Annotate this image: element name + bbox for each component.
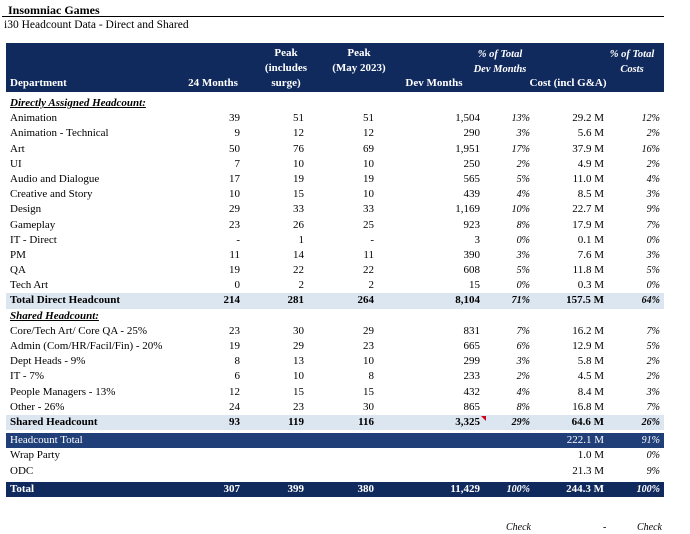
- cell-pdev: 71%: [511, 295, 530, 307]
- row-label: Animation: [10, 112, 58, 125]
- cell-may: 29: [363, 324, 374, 337]
- cell-pcost: 3%: [646, 386, 660, 398]
- cell-dev: 290: [463, 127, 480, 140]
- cell-cost: 12.9 M: [572, 340, 604, 352]
- grand-total-row: [6, 482, 664, 497]
- cell-pcost: 7%: [646, 325, 660, 337]
- cell-m24: 12: [229, 385, 240, 398]
- cell-cost: 64.6 M: [571, 415, 604, 428]
- cell-pcost: 5%: [646, 341, 660, 352]
- cell-may: 51: [363, 112, 374, 125]
- cell-dev: 565: [463, 172, 480, 185]
- cell-peak: 14: [293, 248, 304, 261]
- row-label: IT - 7%: [10, 370, 45, 383]
- cell-dev: 1,951: [455, 142, 480, 155]
- cell-m24: 29: [229, 203, 240, 216]
- cell-dev: 1,169: [455, 203, 480, 216]
- cell-pdev: 13%: [511, 113, 530, 125]
- cell-pcost: 100%: [636, 483, 660, 495]
- check-dash: -: [603, 522, 607, 533]
- table-row: [6, 278, 664, 293]
- cell-may: 8: [368, 370, 374, 383]
- table-row: [6, 354, 664, 369]
- cell-dev: 1,504: [455, 112, 480, 125]
- row-label: Total Direct Headcount: [10, 294, 120, 307]
- cell-peak: 30: [293, 324, 304, 337]
- cell-may: 69: [363, 142, 374, 155]
- cell-pcost: 3%: [646, 189, 660, 201]
- cell-dev: 831: [463, 324, 480, 337]
- cell-m24: 7: [234, 157, 240, 170]
- cell-m24: 214: [223, 294, 240, 307]
- cell-m24: 50: [229, 142, 240, 155]
- table-row: [6, 157, 664, 172]
- cell-pcost: 12%: [641, 113, 660, 125]
- row-label: Gameplay: [10, 218, 56, 231]
- cell-may: 25: [363, 218, 374, 231]
- cell-pdev: 2%: [516, 371, 530, 383]
- row-label: QA: [10, 264, 26, 277]
- cell-m24: 9: [234, 127, 240, 140]
- cell-pdev: 8%: [516, 219, 530, 231]
- cell-pcost: 9%: [646, 465, 660, 477]
- row-label: Core/Tech Art/ Core QA - 25%: [10, 324, 148, 337]
- cell-cost: 8.4 M: [577, 385, 604, 398]
- header-pct-dev-months: % of Total Dev Months: [473, 49, 527, 75]
- cell-pdev: 8%: [516, 401, 530, 413]
- cell-peak: 23: [293, 400, 304, 413]
- section-shared-heading: [6, 309, 664, 324]
- row-label: Admin (Com/HR/Facil/Fin) - 20%: [10, 340, 163, 352]
- cell-pdev: 3%: [516, 128, 530, 140]
- section-heading: Shared Headcount:: [10, 309, 99, 322]
- cell-pdev: 100%: [506, 483, 530, 495]
- table-row: [6, 385, 664, 400]
- cell-may: 10: [363, 157, 374, 170]
- cell-dev: 3: [474, 233, 480, 246]
- cell-peak: 12: [293, 127, 304, 140]
- row-label: Wrap Party: [10, 449, 60, 462]
- cell-m24: 93: [229, 415, 240, 428]
- cell-m24: 23: [229, 324, 240, 337]
- cell-may: 380: [357, 482, 374, 495]
- section-heading: Directly Assigned Headcount:: [10, 97, 146, 109]
- row-label: Animation - Technical: [10, 127, 109, 140]
- cell-peak: 1: [298, 233, 304, 246]
- header-dev-months: Dev Months: [405, 77, 463, 89]
- cell-cost: 11.0 M: [572, 172, 604, 185]
- cell-pdev: 5%: [516, 173, 530, 185]
- cell-m24: -: [236, 233, 240, 246]
- row-label: Other - 26%: [10, 400, 65, 413]
- table-row: [6, 187, 664, 202]
- header-cost: Cost (incl G&A): [529, 77, 607, 89]
- table-row: [6, 248, 664, 263]
- total-shared-row: [6, 415, 664, 430]
- cell-m24: 24: [229, 400, 240, 413]
- row-label: UI: [10, 157, 22, 170]
- cell-pdev: 2%: [516, 158, 530, 170]
- row-label: Audio and Dialogue: [10, 172, 100, 185]
- row-label: Tech Art: [10, 279, 49, 292]
- cell-peak: 281: [287, 294, 304, 307]
- cell-may: 116: [358, 415, 374, 428]
- row-label: People Managers - 13%: [10, 385, 116, 398]
- row-label: Headcount Total: [10, 434, 83, 447]
- row-label: Creative and Story: [10, 188, 93, 201]
- cell-cost: 22.7 M: [572, 203, 604, 216]
- cell-m24: 8: [234, 355, 240, 368]
- header-peak-includes-surge: Peak (includes surge): [264, 47, 308, 89]
- cell-peak: 19: [293, 172, 304, 185]
- table-body: [6, 96, 664, 497]
- cell-pcost: 2%: [646, 356, 660, 368]
- cell-peak: 15: [293, 385, 304, 398]
- cell-may: 11: [363, 248, 374, 261]
- cell-cost: 21.3 M: [572, 464, 604, 477]
- section-direct-heading: [6, 96, 664, 111]
- table-row: [6, 369, 664, 384]
- cell-pcost: 0%: [646, 234, 660, 246]
- cell-pdev: 0%: [516, 280, 530, 292]
- cell-pcost: 9%: [646, 204, 660, 216]
- cell-dev: 233: [463, 370, 480, 383]
- cell-cost: 5.8 M: [577, 355, 604, 368]
- cell-cost: 157.5 M: [566, 294, 604, 307]
- cell-peak: 10: [293, 370, 304, 383]
- cell-may: 23: [363, 340, 374, 352]
- total-direct-row: [6, 293, 664, 308]
- cell-cost: 37.9 M: [572, 142, 604, 155]
- header-pct-costs: % of Total Costs: [609, 49, 655, 75]
- cell-cost: 8.5 M: [577, 188, 604, 201]
- cell-peak: 22: [293, 264, 304, 277]
- cell-dev: 665: [463, 340, 480, 352]
- cell-dev: 299: [463, 355, 480, 368]
- cell-pdev: 5%: [516, 265, 530, 277]
- cell-m24: 0: [234, 279, 240, 292]
- cell-m24: 11: [229, 248, 240, 261]
- cell-dev: 390: [463, 248, 480, 261]
- cell-may: 15: [363, 385, 374, 398]
- table-row: [6, 233, 664, 248]
- cell-pcost: 91%: [641, 435, 660, 447]
- row-label: Total: [10, 482, 35, 495]
- cell-pdev: 3%: [516, 356, 530, 368]
- cell-cost: 29.2 M: [572, 112, 604, 125]
- cell-dev: 439: [463, 188, 480, 201]
- cell-pdev: 17%: [511, 143, 530, 155]
- row-label: Art: [10, 142, 25, 155]
- cell-pcost: 2%: [646, 128, 660, 140]
- cell-pdev: 0%: [516, 234, 530, 246]
- sheet-subtitle: i30 Headcount Data - Direct and Shared: [4, 19, 189, 31]
- cell-pcost: 2%: [646, 158, 660, 170]
- cell-dev: 250: [463, 157, 480, 170]
- cell-may: 2: [368, 279, 374, 292]
- cell-pdev: 4%: [516, 189, 530, 201]
- cell-cost: 1.0 M: [577, 449, 604, 462]
- cell-may: 12: [363, 127, 374, 140]
- cell-m24: 17: [229, 172, 240, 185]
- cell-pdev: 29%: [511, 416, 530, 428]
- cell-peak: 76: [293, 142, 304, 155]
- header-24-months: 24 Months: [188, 77, 238, 89]
- cell-pcost: 3%: [646, 249, 660, 261]
- table-row: [6, 111, 664, 126]
- row-label: IT - Direct: [10, 233, 57, 246]
- cell-dev: 608: [463, 264, 480, 277]
- row-label: Design: [10, 203, 42, 216]
- cell-pdev: 6%: [516, 341, 530, 352]
- cell-peak: 13: [293, 355, 304, 368]
- cell-may: 30: [363, 400, 374, 413]
- cell-dev: 15: [469, 279, 480, 292]
- cell-cost: 0.1 M: [577, 233, 604, 246]
- cell-may: 22: [363, 264, 374, 277]
- sheet-title: Insomniac Games: [8, 3, 100, 17]
- cell-peak: 33: [293, 203, 304, 216]
- cell-peak: 51: [293, 112, 304, 125]
- table-row: [6, 339, 664, 354]
- cell-cost: 5.6 M: [577, 127, 604, 140]
- cell-dev: 923: [463, 218, 480, 231]
- cell-pdev: 3%: [516, 249, 530, 261]
- cell-m24: 19: [229, 340, 240, 352]
- cell-cost: 244.3 M: [566, 482, 604, 495]
- cell-pdev: 10%: [511, 204, 530, 216]
- cell-cost: 16.8 M: [572, 400, 604, 413]
- cell-dev: 865: [463, 400, 480, 413]
- cell-peak: 15: [293, 188, 304, 201]
- cell-peak: 26: [293, 218, 304, 231]
- cell-pcost: 2%: [646, 371, 660, 383]
- cell-peak: 2: [298, 279, 304, 292]
- header-department: Department: [10, 77, 67, 89]
- cell-cost: 4.5 M: [577, 370, 604, 383]
- cell-pdev: 4%: [516, 386, 530, 398]
- table-row: [6, 172, 664, 187]
- cell-cost: 17.9 M: [572, 218, 604, 231]
- cell-pdev: 7%: [516, 325, 530, 337]
- cell-pcost: 26%: [641, 416, 660, 428]
- table-row: [6, 263, 664, 278]
- cell-m24: 23: [229, 218, 240, 231]
- cell-pcost: 64%: [641, 295, 660, 307]
- cell-m24: 6: [234, 370, 240, 383]
- cell-pcost: 7%: [646, 219, 660, 231]
- cell-may: 33: [363, 203, 374, 216]
- cell-peak: 399: [287, 482, 304, 495]
- table-row: [6, 142, 664, 157]
- title-divider: [2, 16, 664, 17]
- table-row: [6, 202, 664, 217]
- cell-m24: 19: [229, 264, 240, 277]
- table-row: [6, 400, 664, 415]
- cell-may: -: [370, 233, 374, 246]
- check-label-cost: Check: [637, 522, 662, 533]
- cell-pcost: 5%: [646, 265, 660, 277]
- row-label: PM: [10, 248, 26, 261]
- cell-peak: 10: [293, 157, 304, 170]
- comment-marker-icon[interactable]: [481, 416, 486, 421]
- table-header: [6, 43, 664, 92]
- cell-dev: 11,429: [450, 482, 480, 495]
- cell-cost: 7.6 M: [577, 248, 604, 261]
- cell-may: 10: [363, 355, 374, 368]
- cell-m24: 307: [223, 482, 240, 495]
- cell-peak: 29: [293, 340, 304, 352]
- table-row: [6, 464, 664, 479]
- cell-cost: 11.8 M: [572, 264, 604, 277]
- check-label-dev: Check: [506, 522, 531, 533]
- cell-cost: 0.3 M: [577, 279, 604, 292]
- table-row: [6, 126, 664, 141]
- cell-may: 19: [363, 172, 374, 185]
- cell-peak: 119: [288, 415, 304, 428]
- cell-pcost: 0%: [646, 280, 660, 292]
- row-label: Dept Heads - 9%: [10, 355, 86, 368]
- cell-may: 10: [363, 188, 374, 201]
- cell-may: 264: [357, 294, 374, 307]
- cell-m24: 39: [229, 112, 240, 125]
- cell-dev: 8,104: [455, 294, 480, 307]
- cell-pcost: 16%: [641, 143, 660, 155]
- row-label: Shared Headcount: [10, 415, 98, 428]
- cell-pcost: 4%: [646, 173, 660, 185]
- table-row: [6, 324, 664, 339]
- cell-pcost: 0%: [646, 450, 660, 462]
- cell-cost: 16.2 M: [572, 324, 604, 337]
- cell-cost: 222.1 M: [566, 434, 604, 447]
- table-row: [6, 448, 664, 463]
- cell-cost: 4.9 M: [577, 157, 604, 170]
- header-peak-may-2023: Peak (May 2023): [332, 47, 386, 74]
- headcount-total-row: [6, 433, 664, 448]
- cell-dev: 3,325: [455, 415, 480, 428]
- cell-pcost: 7%: [646, 401, 660, 413]
- cell-dev: 432: [463, 385, 480, 398]
- cell-m24: 10: [229, 188, 240, 201]
- table-row: [6, 218, 664, 233]
- row-label: ODC: [10, 464, 34, 477]
